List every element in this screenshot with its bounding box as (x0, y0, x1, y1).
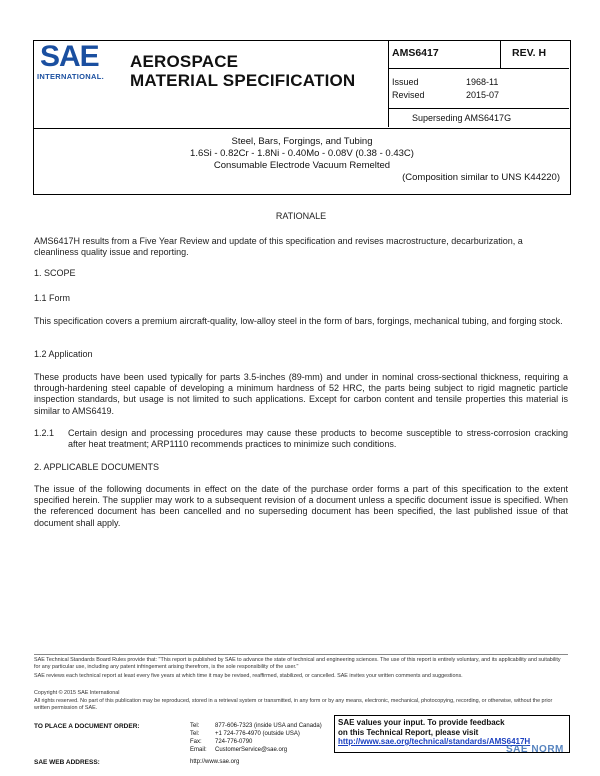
title-line-1: AEROSPACE (130, 52, 239, 71)
issued-label: Issued (392, 77, 419, 87)
material-title-line-3: Consumable Electrode Vacuum Remelted (213, 160, 391, 171)
footer-policy: SAE Technical Standards Board Rules provide that: "This report is published by SAE to advance the state of technical and engineering sciences. The use of this report is entirely voluntary, and its applicability and suitability for any particular use, including any patent infringement arising therefrom, is the sole responsibility of the user." (34, 657, 561, 670)
superseding-note: Superseding AMS6417G (412, 113, 512, 123)
section-1-2-heading: 1.2 Application (34, 349, 93, 359)
material-title-block (33, 127, 571, 195)
rationale-text: AMS6417H results from a Five Year Review and update of this specification and revises macrostructure, decarburization, a cleanliness quality issue and reporting. (34, 236, 523, 258)
revised-label: Revised (392, 90, 425, 100)
section-1-1-heading: 1.1 Form (34, 293, 71, 303)
issued-date: 1968-11 (466, 77, 499, 87)
web-address-label: SAE WEB ADDRESS: (34, 759, 100, 766)
section-2-text: The issue of the following documents in effect on the date of the purchase order forms a part of this specification to the extent specified herein. The supplier may work to a subsequent revision of a document unless a specific document issue is specified. When the referenced document has been cancelled and no superseding document has been specified, the last published issue of that document shall apply. (34, 484, 568, 528)
divider (388, 108, 569, 109)
footer-rights: All rights reserved. No part of this publication may be reproduced, stored in a retrieval system or transmitted, in any form or by any means, electronic, mechanical, photocopying, recording, or otherwise, without the prior written permission of SAE. (34, 698, 553, 711)
order-label: TO PLACE A DOCUMENT ORDER: (34, 723, 140, 730)
section-1-2-text: These products have been used typically for parts 3.5-inches (89-mm) and under in nominal cross-sectional thickness, requiring a through-hardening steel capable of developing a minimum hardness of 52 HRC, the parts being subject to rigid magnetic particle inspection standards, but usage is not limited to such applications. Except for carbon content and tensile properties this material is similar to AMS6419. (34, 372, 568, 416)
email-value[interactable]: CustomerService@sae.org (215, 747, 288, 753)
material-title-line-1: Steel, Bars, Forgings, and Tubing (231, 136, 373, 147)
sae-logo (36, 40, 118, 84)
material-title-line-4: (Composition similar to UNS K44220) (402, 172, 560, 183)
title-line-2: MATERIAL SPECIFICATION (130, 71, 356, 90)
footer-divider (34, 654, 568, 655)
web-address-link[interactable]: http://www.sae.org (190, 759, 240, 765)
tel2-value: +1 724-776-4970 (outside USA) (215, 731, 300, 737)
section-1-2-1-number: 1.2.1 (34, 428, 55, 438)
document-title (130, 52, 355, 90)
tel-label: Tel: (190, 723, 200, 729)
watermark-logo: SAE NORM (506, 744, 564, 755)
revision-label: REV. H (512, 47, 547, 59)
section-2-heading: 2. APPLICABLE DOCUMENTS (34, 462, 160, 472)
logo-text: SAE (40, 40, 99, 73)
feedback-line-1: SAE values your input. To provide feedback (338, 718, 505, 727)
rationale-heading: RATIONALE (275, 211, 327, 221)
divider (388, 40, 389, 127)
email-label: Email: (190, 747, 207, 753)
tel-value: 877-606-7323 (inside USA and Canada) (215, 723, 322, 729)
feedback-link[interactable]: http://www.sae.org/technical/standards/AMS6417H (338, 737, 531, 746)
divider (500, 40, 501, 68)
tel2-label: Tel: (190, 731, 200, 737)
footer-review: SAE reviews each technical report at least every five years at which time it may be revised, reaffirmed, stabilized, or cancelled. SAE invites your written comments and suggestions. (34, 673, 463, 679)
section-1-2-1-text: Certain design and processing procedures may cause these products to become susceptible to stress-corrosion cracking after heat treatment; ARP1110 recommends practices to minimize such conditions. (68, 428, 568, 450)
fax-label: Fax: (190, 739, 202, 745)
revised-date: 2015-07 (466, 90, 500, 100)
material-title-line-2: 1.6Si - 0.82Cr - 1.8Ni - 0.40Mo - 0.08V (0.38 - 0.43C) (190, 148, 414, 159)
divider (388, 68, 569, 69)
document-number: AMS6417 (392, 47, 439, 59)
section-1-1-text: This specification covers a premium aircraft-quality, low-alloy steel in the form of bars, forgings, mechanical tubing, and forging stock. (34, 316, 563, 326)
section-1-heading: 1. SCOPE (34, 268, 76, 278)
logo-subtext: INTERNATIONAL. (37, 72, 104, 81)
footer-copyright: Copyright © 2015 SAE International (34, 690, 120, 696)
feedback-text (338, 718, 530, 747)
feedback-line-2: on this Technical Report, please visit (338, 727, 479, 737)
fax-value: 724-776-0790 (215, 739, 253, 745)
